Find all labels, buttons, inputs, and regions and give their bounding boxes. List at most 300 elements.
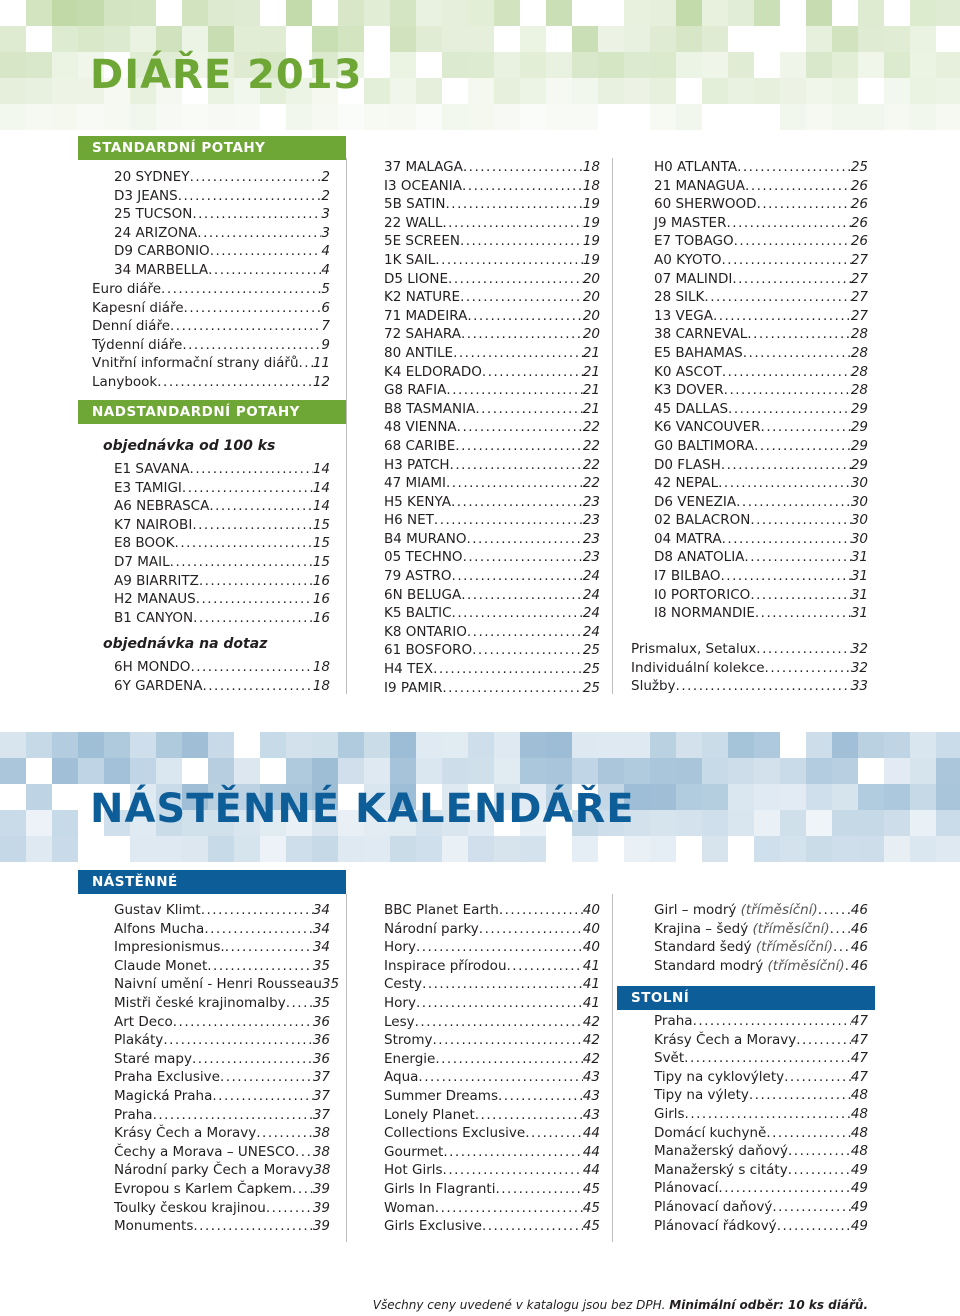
wall-calendars-list-2 bbox=[384, 901, 600, 1236]
mosaic-tile bbox=[0, 836, 26, 862]
list-item bbox=[654, 548, 868, 567]
item-name: E7 TOBAGO bbox=[654, 233, 734, 250]
item-label bbox=[654, 474, 718, 493]
dot-leader bbox=[197, 224, 321, 243]
dot-leader bbox=[450, 456, 583, 475]
page-number: 46 bbox=[850, 957, 868, 974]
page-number: 24 bbox=[582, 586, 600, 603]
mosaic-tile bbox=[520, 732, 546, 758]
footer-note bbox=[373, 1298, 868, 1312]
item-label bbox=[384, 604, 452, 623]
mosaic-tile bbox=[390, 758, 416, 784]
mosaic-tile bbox=[572, 836, 598, 862]
item-label bbox=[384, 1050, 435, 1069]
item-label bbox=[654, 1217, 777, 1236]
list-item bbox=[654, 1161, 868, 1180]
mosaic-tile bbox=[702, 0, 728, 26]
mosaic-tile bbox=[286, 758, 312, 784]
page-number: 25 bbox=[582, 642, 600, 659]
mosaic-tile bbox=[442, 758, 468, 784]
item-name: Služby bbox=[631, 678, 676, 695]
mosaic-tile bbox=[910, 836, 936, 862]
item-name: Plakáty bbox=[114, 1032, 164, 1049]
mosaic-tile bbox=[442, 836, 468, 862]
item-label bbox=[654, 270, 732, 289]
item-label bbox=[384, 325, 461, 344]
item-label bbox=[654, 604, 755, 623]
mosaic-tile bbox=[832, 810, 858, 836]
mosaic-tile bbox=[832, 836, 858, 862]
item-name: Mistři české krajinomalby bbox=[114, 994, 286, 1011]
item-label bbox=[384, 344, 453, 363]
mosaic-tile bbox=[78, 104, 104, 130]
mosaic-tile bbox=[182, 836, 208, 862]
mosaic-tile bbox=[208, 758, 234, 784]
item-name: Svět bbox=[654, 1050, 685, 1067]
item-label bbox=[384, 548, 463, 567]
item-note: (tříměsíční) bbox=[752, 920, 830, 937]
column-divider bbox=[346, 894, 347, 1242]
dot-leader bbox=[722, 251, 851, 270]
item-label bbox=[114, 901, 201, 920]
list-item bbox=[92, 373, 330, 392]
item-label bbox=[384, 1161, 443, 1180]
page-number: 2 bbox=[321, 187, 330, 204]
item-label bbox=[114, 572, 199, 591]
page-number: 30 bbox=[850, 475, 868, 492]
list-item bbox=[654, 1012, 868, 1031]
item-name: Alfons Mucha bbox=[114, 920, 205, 937]
page-number: 31 bbox=[850, 568, 868, 585]
page-number: 22 bbox=[582, 419, 600, 436]
dot-leader bbox=[722, 530, 851, 549]
item-name: Cesty bbox=[384, 976, 423, 993]
item-note: (tříměsíční) bbox=[767, 957, 845, 974]
wall-calendars-list-1 bbox=[114, 901, 340, 1236]
dot-leader bbox=[482, 1217, 583, 1236]
item-label bbox=[654, 938, 833, 957]
mosaic-tile bbox=[364, 0, 390, 26]
item-name: Gustav Klimt bbox=[114, 902, 201, 918]
list-item bbox=[654, 288, 868, 307]
dot-leader bbox=[201, 901, 313, 920]
item-label bbox=[654, 381, 724, 400]
item-label bbox=[384, 901, 499, 920]
dot-leader bbox=[461, 586, 583, 605]
dot-leader bbox=[777, 1217, 851, 1236]
item-label bbox=[114, 957, 207, 976]
mosaic-tile bbox=[468, 26, 494, 52]
mosaic-tile bbox=[676, 0, 702, 26]
list-item bbox=[114, 1068, 330, 1087]
list-item bbox=[654, 1049, 868, 1068]
mosaic-tile bbox=[182, 104, 208, 130]
item-label bbox=[384, 195, 445, 214]
item-name: K7 NAIROBI bbox=[114, 516, 193, 533]
dot-leader bbox=[833, 938, 851, 957]
mosaic-tile bbox=[312, 732, 338, 758]
mosaic-tile bbox=[650, 810, 676, 836]
item-name: Woman bbox=[384, 1199, 435, 1216]
dot-leader bbox=[433, 660, 583, 679]
list-item bbox=[114, 1106, 330, 1125]
item-label bbox=[384, 567, 452, 586]
mosaic-tile bbox=[78, 758, 104, 784]
mosaic-tile bbox=[468, 104, 494, 130]
list-item bbox=[114, 938, 330, 957]
item-name: Evropou s Karlem Čapkem bbox=[114, 1180, 293, 1197]
mosaic-tile bbox=[676, 732, 702, 758]
item-name: D3 JEANS bbox=[114, 187, 178, 204]
page-number: 49 bbox=[850, 1180, 868, 1197]
list-item bbox=[384, 530, 600, 549]
mosaic-tile bbox=[780, 78, 806, 104]
page-number: 38 bbox=[313, 1162, 331, 1179]
item-label bbox=[92, 317, 170, 336]
page-number: 25 bbox=[582, 679, 600, 696]
mosaic-tile bbox=[312, 836, 338, 862]
item-name: Krajina – šedý bbox=[654, 920, 753, 937]
list-item bbox=[384, 288, 600, 307]
item-name: Denní diáře bbox=[92, 318, 171, 335]
page-number: 24 bbox=[582, 623, 600, 640]
dot-leader bbox=[757, 195, 851, 214]
mosaic-tile bbox=[494, 758, 520, 784]
dot-leader bbox=[207, 957, 313, 976]
mosaic-tile bbox=[728, 0, 754, 26]
mosaic-tile bbox=[884, 836, 910, 862]
dot-leader bbox=[718, 474, 851, 493]
dot-leader bbox=[728, 400, 851, 419]
page-number: 16 bbox=[312, 609, 330, 626]
list-item bbox=[384, 307, 600, 326]
mosaic-tile bbox=[572, 26, 598, 52]
mosaic-tile bbox=[286, 732, 312, 758]
item-label bbox=[654, 1124, 766, 1143]
mosaic-tile bbox=[936, 784, 960, 810]
item-name: Týdenní diáře bbox=[92, 336, 183, 353]
mosaic-tile bbox=[754, 78, 780, 104]
list-item bbox=[384, 938, 600, 957]
item-label bbox=[384, 158, 463, 177]
dot-leader bbox=[766, 1124, 850, 1143]
list-item bbox=[384, 474, 600, 493]
mosaic-tile bbox=[832, 52, 858, 78]
page-number: 44 bbox=[582, 1143, 600, 1160]
list-item bbox=[384, 901, 600, 920]
dot-leader bbox=[212, 1087, 312, 1106]
dot-leader bbox=[266, 1199, 313, 1218]
dot-leader bbox=[457, 418, 583, 437]
item-label bbox=[114, 261, 208, 280]
item-name: I7 BILBAO bbox=[654, 568, 721, 585]
list-item bbox=[384, 1180, 600, 1199]
mosaic-tile bbox=[364, 732, 390, 758]
page-number: 34 bbox=[312, 939, 330, 956]
list-item bbox=[384, 344, 600, 363]
page-number: 42 bbox=[582, 1032, 600, 1049]
item-label bbox=[114, 1068, 220, 1087]
mosaic-tile bbox=[442, 732, 468, 758]
page-number: 19 bbox=[582, 214, 600, 231]
mosaic-tile bbox=[858, 836, 884, 862]
mosaic-tile bbox=[52, 758, 78, 784]
order-on-request-label: objednávka na dotaz bbox=[103, 636, 268, 652]
item-name: 07 MALINDI bbox=[654, 270, 733, 287]
desk-calendars-list bbox=[654, 1012, 868, 1235]
item-name: 42 NEPAL bbox=[654, 475, 719, 492]
dot-leader bbox=[756, 640, 851, 659]
mosaic-tile bbox=[520, 78, 546, 104]
list-item bbox=[654, 195, 868, 214]
mosaic-tile bbox=[884, 810, 910, 836]
list-item bbox=[654, 456, 868, 475]
dot-leader bbox=[479, 920, 583, 939]
page-number: 21 bbox=[582, 382, 600, 399]
item-name: Kapesní diáře bbox=[92, 299, 184, 316]
list-item bbox=[654, 437, 868, 456]
order-from-100-label: objednávka od 100 ks bbox=[103, 438, 276, 454]
item-label bbox=[384, 530, 466, 549]
mosaic-tile bbox=[0, 758, 26, 784]
dot-leader bbox=[415, 1013, 583, 1032]
dot-leader bbox=[435, 251, 583, 270]
list-item bbox=[631, 677, 868, 696]
item-label bbox=[384, 1087, 498, 1106]
mosaic-tile bbox=[390, 836, 416, 862]
mosaic-tile bbox=[52, 0, 78, 26]
mosaic-tile bbox=[468, 836, 494, 862]
list-item bbox=[114, 609, 330, 628]
dot-leader bbox=[163, 1031, 313, 1050]
item-label bbox=[384, 641, 472, 660]
list-item bbox=[114, 1217, 330, 1236]
mosaic-tile bbox=[26, 784, 52, 810]
list-item bbox=[114, 1161, 330, 1180]
page-number: 41 bbox=[582, 994, 600, 1011]
item-label bbox=[114, 1031, 163, 1050]
item-name: 05 TECHNO bbox=[384, 549, 463, 566]
dot-leader bbox=[256, 1124, 313, 1143]
mosaic-tile bbox=[286, 104, 312, 130]
mosaic-tile bbox=[208, 104, 234, 130]
page-number: 28 bbox=[850, 382, 868, 399]
item-name: A9 BIARRITZ bbox=[114, 572, 199, 589]
mosaic-tile bbox=[130, 732, 156, 758]
mosaic-tile bbox=[442, 26, 468, 52]
page-number: 38 bbox=[312, 1143, 330, 1160]
page-number: 45 bbox=[582, 1218, 600, 1235]
page-number: 31 bbox=[850, 605, 868, 622]
item-name: K5 BALTIC bbox=[384, 605, 452, 622]
dot-leader bbox=[193, 609, 313, 628]
page-number: 23 bbox=[582, 530, 600, 547]
item-name: 28 SILK bbox=[654, 289, 705, 306]
dot-leader bbox=[765, 659, 851, 678]
mosaic-tile bbox=[702, 758, 728, 784]
dot-leader bbox=[732, 270, 850, 289]
mosaic-tile bbox=[520, 104, 546, 130]
kalendare-title: NÁSTĚNNÉ KALENDÁŘE bbox=[90, 786, 635, 832]
list-item bbox=[114, 479, 330, 498]
item-name: 21 MANAGUA bbox=[654, 177, 746, 194]
mosaic-tile bbox=[286, 836, 312, 862]
item-name: Toulky českou krajinou bbox=[114, 1199, 266, 1216]
list-item bbox=[114, 975, 340, 994]
page-number: 40 bbox=[582, 902, 600, 918]
item-label bbox=[384, 938, 416, 957]
dot-leader bbox=[462, 177, 583, 196]
item-name: 79 ASTRO bbox=[384, 568, 452, 585]
mosaic-tile bbox=[260, 26, 286, 52]
list-item bbox=[654, 325, 868, 344]
page-number: 36 bbox=[312, 1013, 330, 1030]
item-name: I8 NORMANDIE bbox=[654, 605, 755, 622]
page-number: 29 bbox=[850, 437, 868, 454]
item-name: 6Y GARDENA bbox=[114, 677, 203, 694]
item-label bbox=[384, 1124, 525, 1143]
page-number: 35 bbox=[312, 957, 330, 974]
page-number: 26 bbox=[850, 196, 868, 213]
list-item bbox=[384, 400, 600, 419]
mosaic-tile bbox=[806, 78, 832, 104]
dot-leader bbox=[754, 437, 851, 456]
item-name: 04 MATRA bbox=[654, 530, 722, 547]
dot-leader bbox=[210, 242, 322, 261]
mosaic-tile bbox=[520, 26, 546, 52]
item-label bbox=[654, 1086, 749, 1105]
page-number: 32 bbox=[850, 641, 868, 657]
item-label bbox=[384, 679, 442, 698]
page-number: 46 bbox=[850, 920, 868, 937]
item-name: 02 BALACRON bbox=[654, 512, 751, 529]
mosaic-tile bbox=[130, 836, 156, 862]
item-name: Plánovací bbox=[654, 1180, 719, 1197]
mosaic-tile bbox=[650, 52, 676, 78]
dot-leader bbox=[292, 1180, 313, 1199]
page-number: 24 bbox=[582, 605, 600, 622]
item-name: H0 ATLANTA bbox=[654, 159, 738, 175]
list-item bbox=[114, 553, 330, 572]
mosaic-tile bbox=[182, 26, 208, 52]
mosaic-tile bbox=[936, 78, 960, 104]
mosaic-tile bbox=[676, 52, 702, 78]
mosaic-tile bbox=[156, 104, 182, 130]
mosaic-tile bbox=[624, 26, 650, 52]
item-label bbox=[114, 609, 193, 628]
mosaic-tile bbox=[156, 732, 182, 758]
page-number: 49 bbox=[850, 1217, 868, 1234]
page-number: 48 bbox=[850, 1124, 868, 1141]
standard-list bbox=[114, 168, 330, 280]
page-number: 29 bbox=[850, 400, 868, 417]
dot-leader bbox=[422, 975, 583, 994]
page-number: 46 bbox=[850, 939, 868, 956]
item-name: Summer Dreams bbox=[384, 1087, 498, 1104]
item-label bbox=[654, 158, 737, 177]
mosaic-tile bbox=[858, 104, 884, 130]
item-label bbox=[384, 270, 448, 289]
item-label bbox=[384, 456, 450, 475]
page-number: 48 bbox=[850, 1143, 868, 1160]
mosaic-tile bbox=[156, 26, 182, 52]
item-label bbox=[92, 299, 184, 318]
dot-leader bbox=[744, 548, 850, 567]
list-item bbox=[114, 1031, 330, 1050]
mosaic-tile bbox=[104, 732, 130, 758]
list-item bbox=[654, 177, 868, 196]
dot-leader bbox=[495, 1180, 582, 1199]
list-item bbox=[384, 957, 600, 976]
list-item bbox=[384, 679, 600, 698]
item-label bbox=[114, 242, 210, 261]
dot-leader bbox=[153, 1106, 313, 1125]
item-label bbox=[384, 307, 467, 326]
dot-leader bbox=[192, 516, 313, 535]
item-name: J9 MASTER bbox=[654, 214, 727, 231]
mosaic-tile bbox=[624, 0, 650, 26]
item-name: Stromy bbox=[384, 1032, 433, 1049]
mosaic-tile bbox=[650, 0, 676, 26]
mosaic-tile bbox=[234, 0, 260, 26]
page-number: 28 bbox=[850, 363, 868, 380]
standard-header: STANDARDNÍ POTAHY bbox=[78, 136, 346, 160]
mosaic-tile bbox=[624, 836, 650, 862]
mosaic-tile bbox=[598, 52, 624, 78]
mosaic-tile bbox=[780, 52, 806, 78]
mosaic-tile bbox=[390, 0, 416, 26]
item-label bbox=[114, 187, 178, 206]
page-number: 41 bbox=[582, 957, 600, 974]
dot-leader bbox=[196, 590, 313, 609]
list-item bbox=[384, 195, 600, 214]
item-label bbox=[114, 1124, 256, 1143]
item-name: Energie bbox=[384, 1050, 436, 1067]
list-item bbox=[114, 920, 330, 939]
mosaic-tile bbox=[936, 836, 960, 862]
item-label bbox=[654, 232, 734, 251]
page-number: 4 bbox=[321, 261, 330, 278]
list-item bbox=[114, 242, 330, 261]
item-label bbox=[114, 975, 322, 994]
mosaic-tile bbox=[936, 52, 960, 78]
item-label bbox=[654, 1031, 796, 1050]
dot-leader bbox=[416, 938, 583, 957]
item-label bbox=[114, 994, 286, 1013]
mosaic-tile bbox=[416, 836, 442, 862]
item-name: 5E SCREEN bbox=[384, 233, 460, 250]
mosaic-tile bbox=[234, 836, 260, 862]
dot-leader bbox=[443, 1161, 583, 1180]
mosaic-tile bbox=[442, 52, 468, 78]
item-name: Manažerský daňový bbox=[654, 1143, 788, 1160]
item-label bbox=[384, 251, 435, 270]
item-name: Aqua bbox=[384, 1069, 419, 1086]
mosaic-tile bbox=[546, 0, 572, 26]
item-name: Hory bbox=[384, 939, 416, 956]
mosaic-tile bbox=[884, 52, 910, 78]
page-number: 31 bbox=[850, 549, 868, 566]
page-number: 15 bbox=[312, 535, 330, 552]
dot-leader bbox=[796, 1031, 851, 1050]
mosaic-tile bbox=[910, 26, 936, 52]
page-number: 11 bbox=[312, 355, 330, 372]
mosaic-tile bbox=[442, 104, 468, 130]
page-number: 39 bbox=[312, 1218, 330, 1235]
item-label bbox=[384, 177, 462, 196]
item-label bbox=[654, 456, 721, 475]
dot-leader bbox=[443, 1143, 582, 1162]
